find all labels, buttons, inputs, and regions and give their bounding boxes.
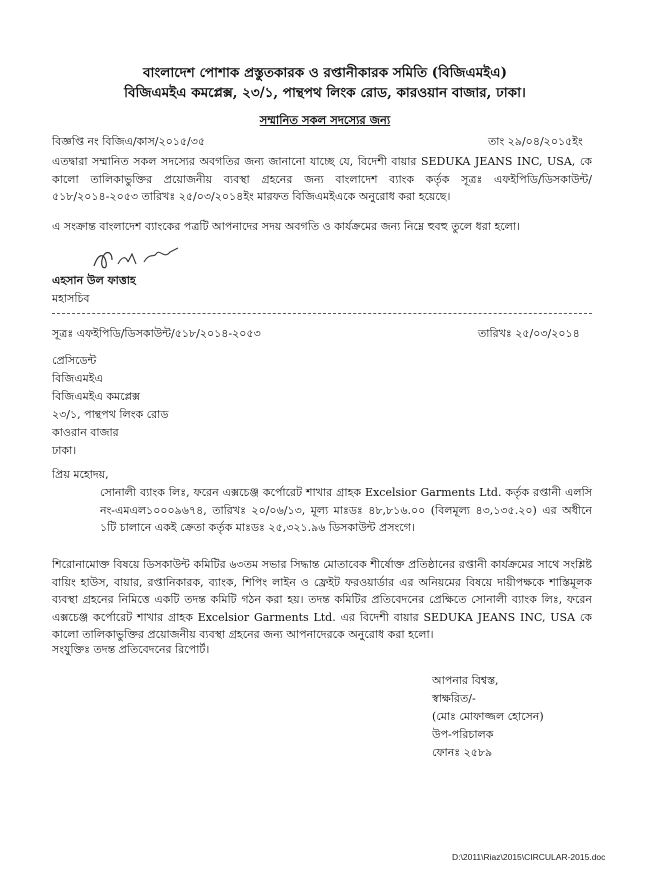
address-line: বিজিএমইএ কমপ্লেক্স (52, 390, 141, 403)
address-line: প্রেসিডেন্ট (52, 354, 97, 367)
letter-date: তারিখঃ ২৫/০৩/২০১৪ (478, 327, 580, 340)
notice-paragraph-1: এতদ্বারা সম্মানিত সকল সদস্যের অবগতির জন্য জানানো যাচ্ছে যে, বিদেশী বায়ার SEDUKA JEANS INC, USA, কে কালো তালিকাভুক্তির প্রয়োজনীয় ব্যবস্থা গ্রহনের জন্য বাংলাদেশ ব্যাংক কর্তৃক সূত্রঃ এফইপিডি/ডিসকাউন্ট/৫১৮/২০১৪-২০৫৩ তারিখঃ ২৫/০৩/২০১৪ইং মারফত বিজিএমইএকে অনুরোধ করা হয়েছে। (52, 155, 592, 203)
letter-subject: সোনালী ব্যাংক লিঃ, ফরেন এক্সচেঞ্জ কর্পোরেট শাখার গ্রাহক Excelsior Garments Ltd. কর্তৃক রপ্তানী এলসি নং-এমএল১০০০৯৬৭৪, তারিখঃ ২০/০৬/১৩, মূল্য মাঃডঃ ৪৮,৮১৬.০০ (বিলমূল্য ৪৩,১৩৫.২০) এর অধীনে ১টি চালানে একই ক্রেতা কর্তৃক মাঃডঃ ২৫,৩২১.৯৬ ডিসকাউন্ট প্রসংগে। (100, 486, 592, 534)
letter-reference: সূত্রঃ এফইপিডি/ডিসকাউন্ট/৫১৮/২০১৪-২০৫৩ (52, 327, 261, 340)
organization-address: বিজিএমইএ কমপ্লেক্স, ২৩/১, পান্থপথ লিংক রোড, কারওয়ান বাজার, ঢাকা। (124, 85, 526, 101)
enclosure-note: সংযুক্তিঃ তদন্ত প্রতিবেদনের রিপোর্ট। (52, 643, 210, 656)
address-line: বিজিএমইএ (52, 372, 103, 385)
organization-name: বাংলাদেশ পোশাক প্রস্তুতকারক ও রপ্তানীকারক সমিতি (বিজিএমইএ) (143, 65, 507, 81)
closing-line: স্বাক্ষরিত/- (432, 692, 476, 705)
closing-line: (মোঃ মোফাজ্জল হোসেন) (432, 710, 544, 723)
address-line: কাওরান বাজার (52, 426, 119, 439)
notice-signer-title: মহাসচিব (52, 292, 90, 305)
salutation: প্রিয় মহোদয়, (52, 468, 109, 481)
closing-line: আপনার বিশ্বস্ত, (432, 674, 499, 687)
address-line: ঢাকা। (52, 444, 77, 457)
footer-file-path: D:\2011\Riaz\2015\CIRCULAR-2015.doc (452, 852, 606, 862)
notice-date: তাং ২৯/০৪/২০১৫ইং (488, 135, 583, 148)
letter-body: শিরোনামোক্ত বিষয়ে ডিসকাউন্ট কমিটির ৬৩তম সভার সিদ্ধান্ত মোতাবেক শীর্ষোক্ত প্রতিষ্ঠানের রপ্তানী কার্যক্রমের সাথে সংশ্লিষ্ট বায়িং হাউস, বায়ার, রপ্তানিকারক, ব্যাংক, শিপিং লাইন ও ফ্রেইট ফরওয়ার্ডার এর অনিয়মের বিষয়ে দায়ীপক্ষকে শাস্তিমূলক ব্যবস্থা গ্রহনের নিমিত্তে একটি তদন্ত কমিটি গঠন করা হয়। তদন্ত কমিটির প্রতিবেদনের প্রেক্ষিতে সোনালী ব্যাংক লিঃ, ফরেন এক্সচেঞ্জ কর্পোরেট শাখার গ্রাহক Excelsior Garments Ltd. এর বিদেশী বায়ার SEDUKA JEANS INC, USA কে কালো তালিকাভুক্তির প্রয়োজনীয় ব্যবস্থা গ্রহনের জন্য আপনাদেরকে অনুরোধ করা হলো। (52, 558, 592, 641)
handwritten-signature (90, 240, 200, 276)
closing-line: উপ-পরিচালক (432, 728, 494, 741)
notice-subject: সম্মানিত সকল সদস্যের জন্য (259, 113, 391, 127)
notice-paragraph-2: এ সংক্রান্ত বাংলাদেশ ব্যাংকের পত্রটি আপনাদের সদয় অবগতি ও কার্যক্রমের জন্য নিম্নে হুবহু তুলে ধরা হলো। (52, 220, 520, 233)
closing-line: ফোনঃ ২৫৮৯ (432, 746, 493, 759)
address-line: ২৩/১, পান্থপথ লিংক রোড (52, 408, 169, 421)
notice-signer-name: এহসান উল ফাত্তাহ (52, 274, 136, 287)
notice-reference: বিজ্ঞপ্তি নং বিজিএ/কাস/২০১৫/৩৫ (52, 135, 206, 148)
section-divider (52, 313, 592, 314)
